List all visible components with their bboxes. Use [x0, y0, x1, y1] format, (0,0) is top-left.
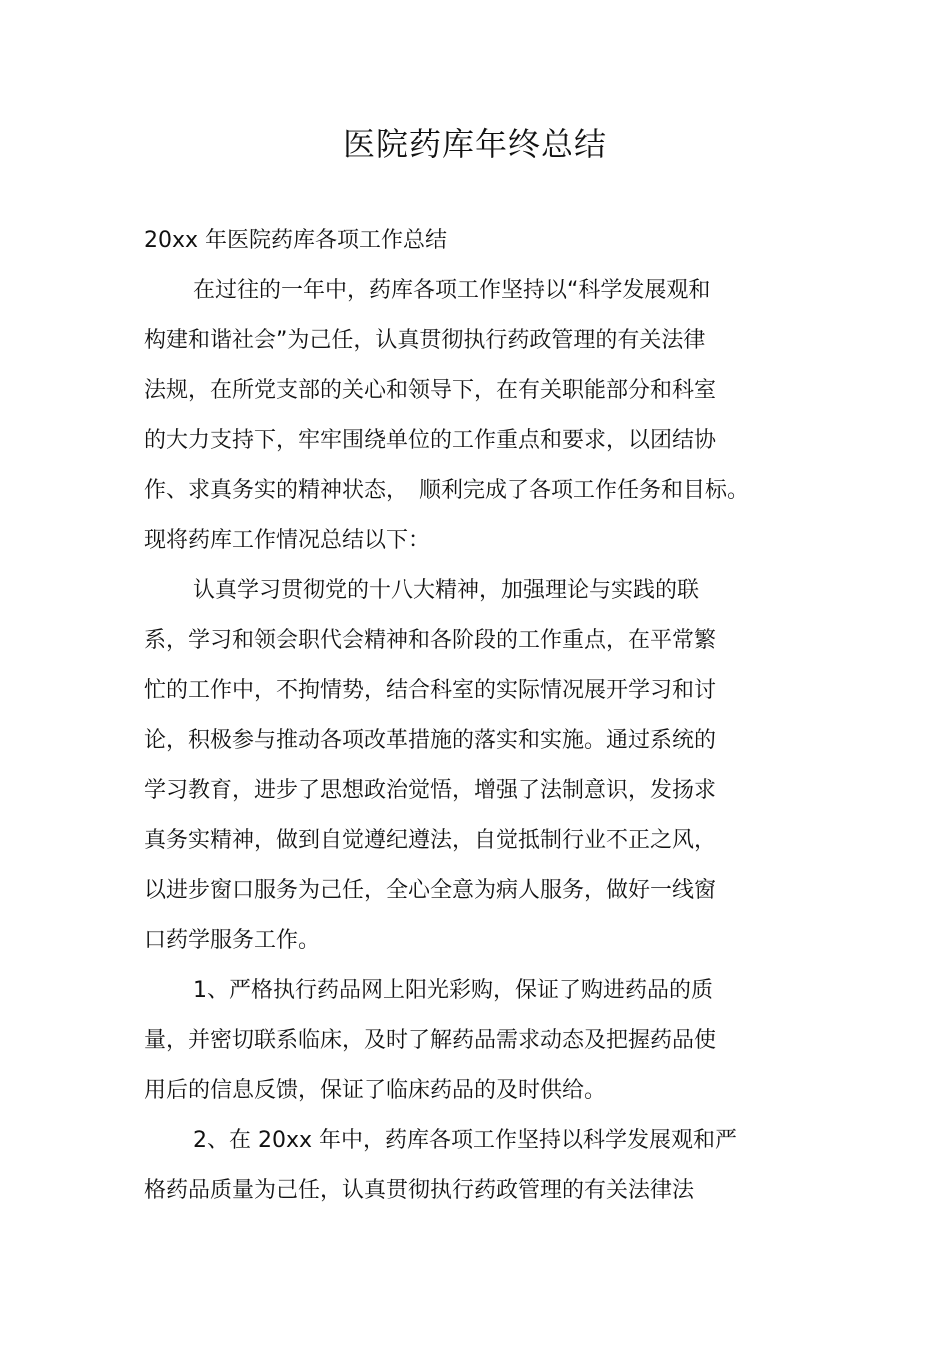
- paragraph-line: 的大力支持下，牢牢围绕单位的工作重点和要求，以团结协: [144, 428, 717, 453]
- paragraph-line: 2、在 20xx 年中，药库各项工作坚持以科学发展观和严: [193, 1128, 738, 1153]
- paragraph-line: 作、求真务实的精神状态， 顺利完成了各项工作任务和目标。: [144, 478, 750, 503]
- paragraph-line: 法规，在所党支部的关心和领导下，在有关职能部分和科室: [144, 378, 717, 403]
- document-title: 医院药库年终总结: [342, 125, 607, 163]
- paragraph-line: 用后的信息反馈，保证了临床药品的及时供给。: [144, 1078, 607, 1103]
- paragraph-line: 构建和谐社会”为己任，认真贯彻执行药政管理的有关法律: [144, 328, 706, 353]
- paragraph-line: 学习教育，进步了思想政治觉悟，增强了法制意识，发扬求: [144, 778, 717, 803]
- paragraph-line: 量，并密切联系临床，及时了解药品需求动态及把握药品使: [144, 1028, 717, 1053]
- paragraph-line: 1、严格执行药品网上阳光彩购，保证了购进药品的质: [193, 978, 713, 1003]
- paragraph-line: 认真学习贯彻党的十八大精神，加强理论与实践的联: [193, 578, 700, 603]
- paragraph-line: 忙的工作中，不拘情势，结合科室的实际情况展开学习和讨: [144, 678, 717, 703]
- paragraph-line: 口药学服务工作。: [144, 928, 321, 953]
- paragraph-line: 真务实精神，做到自觉遵纪遵法，自觉抵制行业不正之风，: [144, 828, 717, 853]
- paragraph-line: 以进步窗口服务为己任，全心全意为病人服务，做好一线窗: [144, 878, 717, 903]
- paragraph-line: 系，学习和领会职代会精神和各阶段的工作重点，在平常繁: [144, 628, 717, 653]
- paragraph-line: 论，积极参与推动各项改革措施的落实和实施。通过系统的: [144, 728, 717, 753]
- paragraph-line: 在过往的一年中，药库各项工作坚持以“科学发展观和: [193, 278, 711, 303]
- subtitle-line: 20xx 年医院药库各项工作总结: [144, 228, 448, 253]
- paragraph-line: 格药品质量为己任，认真贯彻执行药政管理的有关法律法: [144, 1178, 695, 1203]
- paragraph-line: 现将药库工作情况总结以下：: [144, 528, 431, 553]
